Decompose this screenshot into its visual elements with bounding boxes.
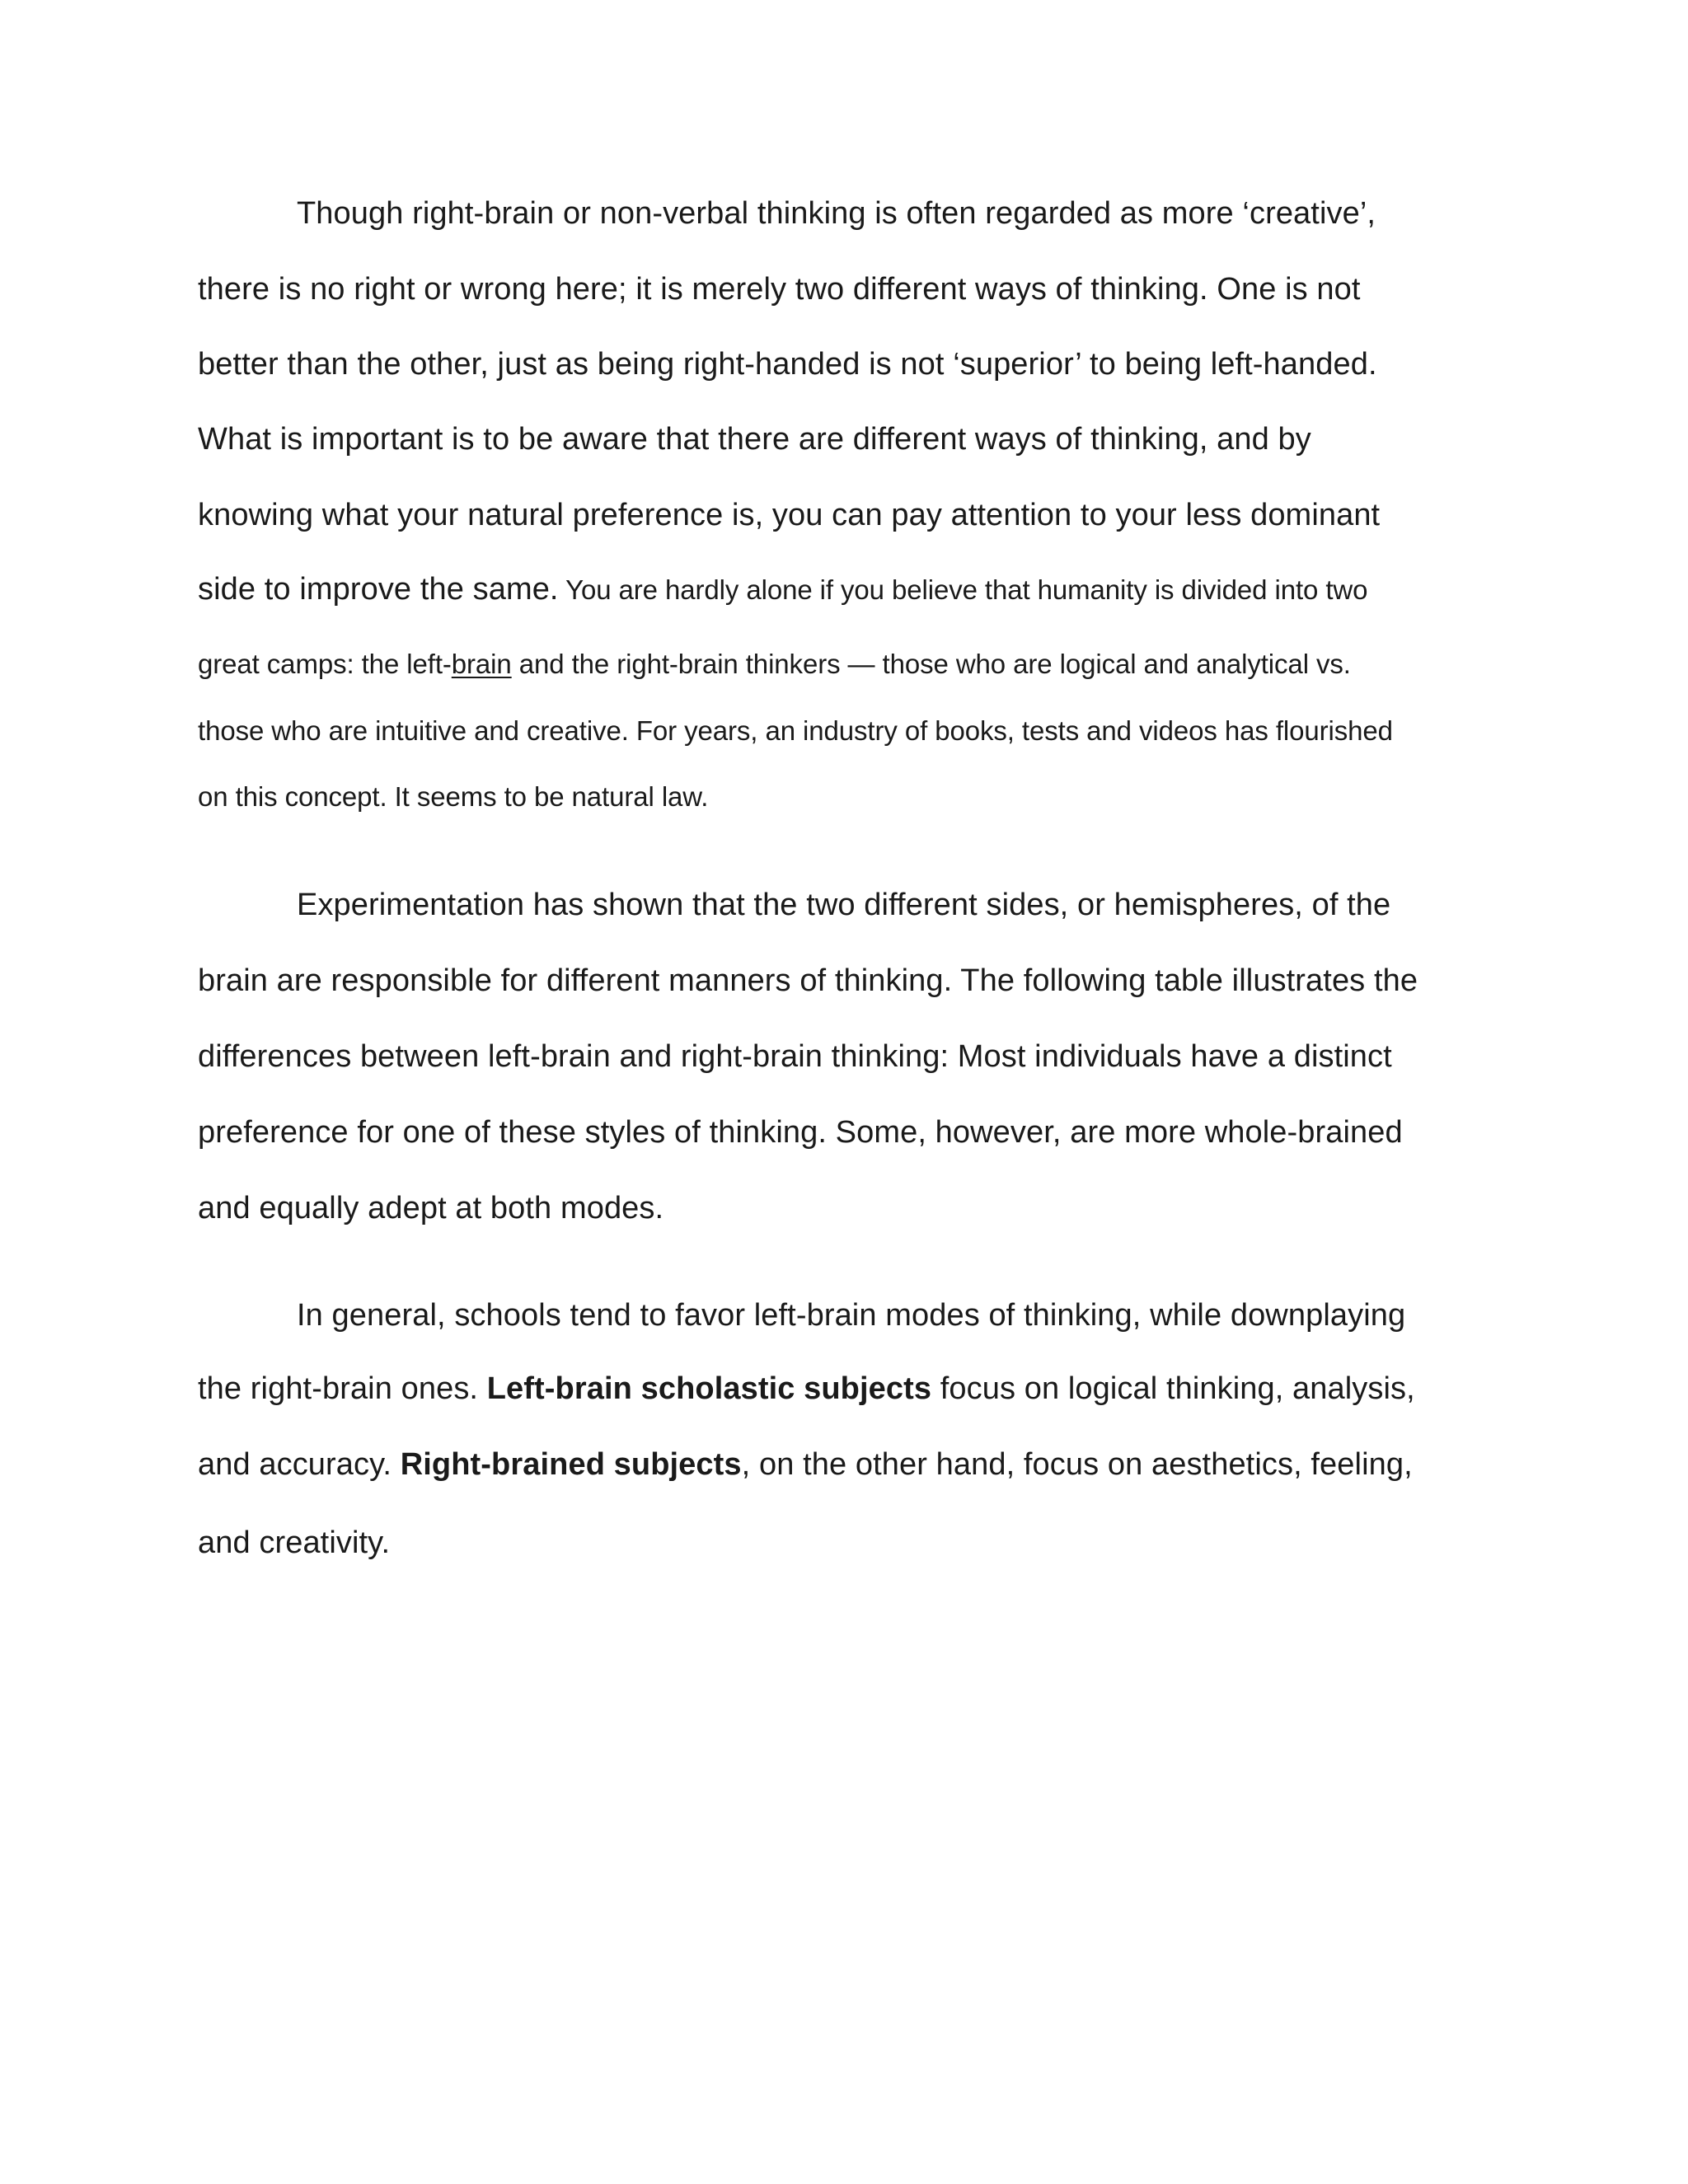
text-run: great camps: the left-: [198, 649, 452, 679]
text-run: and the right-brain thinkers — those who are logical and analytical vs.: [511, 649, 1351, 679]
paragraph-line: on this concept. It seems to be natural law.: [198, 781, 709, 812]
paragraph-line: and creativity.: [198, 1526, 391, 1560]
paragraph-line: What is important is to be aware that there are different ways of thinking, and by: [198, 422, 1311, 457]
text-run: the right-brain ones.: [198, 1371, 487, 1406]
paragraph-line: [198, 1371, 1415, 1407]
bold-phrase: Left-brain scholastic subjects: [486, 1371, 932, 1406]
paragraph-line: there is no right or wrong here; it is merely two different ways of thinking. One is not: [198, 272, 1361, 307]
text-run: You are hardly alone if you believe that humanity is divided into two: [558, 574, 1368, 605]
paragraph-line: Experimentation has shown that the two different sides, or hemispheres, of the: [297, 888, 1391, 922]
paragraph-line: preference for one of these styles of thinking. Some, however, are more whole-brained: [198, 1115, 1403, 1150]
paragraph-line: better than the other, just as being right-handed is not ‘superior’ to being left-handed.: [198, 347, 1377, 382]
brain-link[interactable]: brain: [451, 649, 512, 679]
paragraph-line: [198, 1447, 1413, 1483]
paragraph-line: Though right-brain or non-verbal thinking is often regarded as more ‘creative’,: [297, 196, 1376, 231]
paragraph-line: [198, 649, 1351, 680]
text-run: focus on logical thinking, analysis,: [931, 1371, 1415, 1406]
paragraph-line: and equally adept at both modes.: [198, 1191, 664, 1226]
paragraph-line: differences between left-brain and right-brain thinking: Most individuals have a distinct: [198, 1039, 1392, 1074]
paragraph-line: brain are responsible for different manners of thinking. The following table illustrates the: [198, 963, 1418, 998]
bold-phrase: Right-brained subjects: [400, 1447, 742, 1482]
paragraph-line: knowing what your natural preference is, you can pay attention to your less dominant: [198, 498, 1381, 532]
text-run: and accuracy.: [198, 1447, 401, 1482]
paragraph-line: [198, 572, 1367, 607]
text-run: , on the other hand, focus on aesthetics, feeling,: [741, 1447, 1413, 1482]
text-run: side to improve the same.: [198, 572, 559, 607]
paragraph-line: those who are intuitive and creative. For years, an industry of books, tests and videos has flourished: [198, 715, 1393, 746]
paragraph-line: In general, schools tend to favor left-brain modes of thinking, while downplaying: [297, 1298, 1406, 1333]
